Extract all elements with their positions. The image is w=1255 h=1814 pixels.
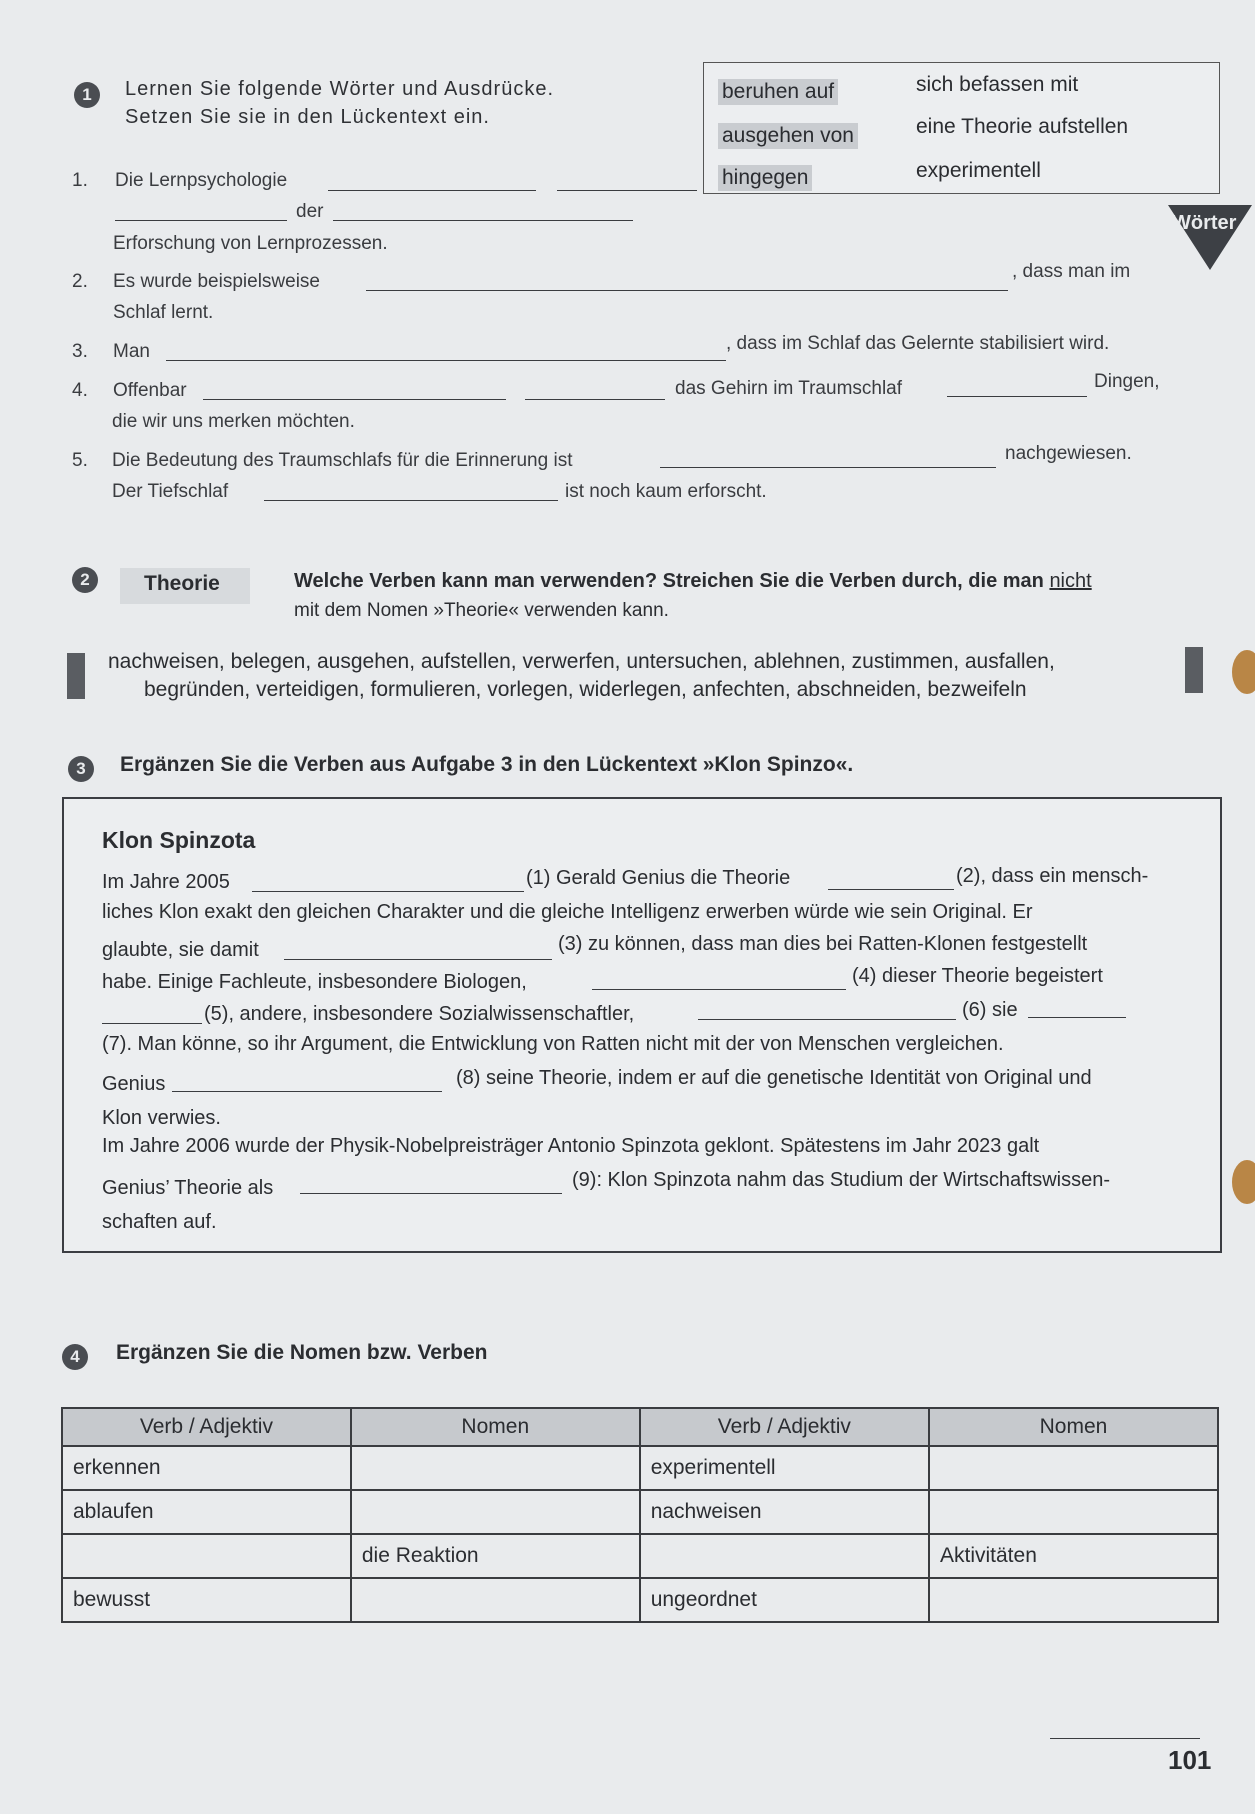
word-experimentell: experimentell [916, 159, 1041, 182]
klon-line7-a: Genius [102, 1073, 166, 1095]
klon-line1-b: (1) Gerald Genius die Theorie [526, 867, 791, 889]
exercise2-question-emphasis: nicht [1049, 570, 1092, 592]
exercise-number-1: 1 [74, 82, 100, 108]
table-cell-empty[interactable] [351, 1446, 640, 1490]
table-cell-empty[interactable] [62, 1534, 351, 1578]
table-header-row [62, 1408, 1218, 1446]
exercise1-instruction-line2: Setzen Sie sie in den Lückentext ein. [125, 106, 490, 128]
exercise-number-4: 4 [62, 1344, 88, 1370]
sentence1-blank-2[interactable] [557, 190, 697, 191]
klon-spinzota-textbox [62, 797, 1222, 1253]
sentence1-number: 1. [72, 170, 88, 191]
sentence1-blank-3[interactable] [115, 220, 287, 221]
sentence4-blank-3[interactable] [947, 396, 1087, 397]
sentence5-text-c: Der Tiefschlaf [112, 481, 229, 502]
table-cell: Aktivitäten [929, 1534, 1218, 1578]
sentence5-number: 5. [72, 450, 88, 471]
verb-list-right-marker [1185, 647, 1203, 693]
theory-tag: Theorie [144, 572, 220, 595]
table-cell-empty[interactable] [929, 1490, 1218, 1534]
sentence4-blank-1[interactable] [203, 399, 506, 400]
klon-line10-b: (9): Klon Spinzota nahm das Studium der Wirtschaftswissen- [572, 1169, 1110, 1191]
sentence2-text-b: , dass man im [1012, 261, 1131, 282]
sentence4-text-d: die wir uns merken möchten. [112, 411, 355, 432]
sentence2-number: 2. [72, 271, 88, 292]
exercise2-question-text: Welche Verben kann man verwenden? Streichen Sie die Verben durch, die man [294, 570, 1044, 592]
sentence4-blank-2[interactable] [525, 399, 665, 400]
klon-line8: Klon verwies. [102, 1107, 221, 1129]
sentence4-text-c: Dingen, [1094, 371, 1160, 392]
klon-line10-a: Genius’ Theorie als [102, 1177, 274, 1199]
sentence1-blank-4[interactable] [333, 220, 633, 221]
sentence5-text-a: Die Bedeutung des Traumschlafs für die Erinnerung ist [112, 450, 573, 471]
table-cell: experimentell [640, 1446, 929, 1490]
klon-line1-c: (2), dass ein mensch- [956, 865, 1149, 887]
klon-line11: schaften auf. [102, 1211, 217, 1233]
table-cell-empty[interactable] [640, 1534, 929, 1578]
sentence4-text-b: das Gehirn im Traumschlaf [675, 378, 903, 399]
sentence5-blank-1[interactable] [660, 467, 996, 468]
sentence1-text-a: Die Lernpsychologie [115, 170, 288, 191]
klon-blank-5[interactable] [102, 1023, 202, 1024]
sentence1-blank-1[interactable] [328, 190, 536, 191]
klon-blank-2[interactable] [828, 889, 954, 890]
exercise2-question-line2: mit dem Nomen »Theorie« verwenden kann. [294, 600, 669, 621]
exercise3-instruction: Ergänzen Sie die Verben aus Aufgabe 3 in den Lückentext »Klon Spinzo«. [120, 753, 854, 776]
verb-list-left-marker [67, 653, 85, 699]
table-row [62, 1578, 1218, 1622]
table-cell: erkennen [62, 1446, 351, 1490]
binder-hole-top [1232, 650, 1255, 694]
exercise4-instruction: Ergänzen Sie die Nomen bzw. Verben [116, 1341, 488, 1364]
sentence4-number: 4. [72, 380, 88, 401]
klon-line6: (7). Man könne, so ihr Argument, die Entwicklung von Ratten nicht mit der von Menschen vergleichen. [102, 1033, 1004, 1055]
sentence1-text-b: der [296, 201, 324, 222]
page-number-rule [1050, 1738, 1200, 1739]
klon-line5-a: (5), andere, insbesondere Sozialwissenschaftler, [204, 1003, 635, 1025]
sentence3-text-a: Man [113, 341, 150, 362]
binder-hole-bottom [1232, 1160, 1255, 1204]
header-nomen-2: Nomen [929, 1408, 1218, 1446]
klon-line3-b: (3) zu können, dass man dies bei Ratten-Klonen festgestellt [558, 933, 1088, 955]
section-tab-label: Wörter [1172, 212, 1237, 234]
noun-verb-table [61, 1407, 1219, 1623]
page-number: 101 [1168, 1745, 1212, 1775]
word-hingegen: hingegen [718, 165, 812, 191]
word-eine-theorie-aufstellen: eine Theorie aufstellen [916, 115, 1129, 138]
table-cell: bewusst [62, 1578, 351, 1622]
header-verb-adjektiv-1: Verb / Adjektiv [62, 1408, 351, 1446]
klon-blank-1[interactable] [252, 891, 524, 892]
klon-line4-a: habe. Einige Fachleute, insbesondere Biologen, [102, 971, 527, 993]
verb-list-line1: nachweisen, belegen, ausgehen, aufstellen, verwerfen, untersuchen, ablehnen, zustimmen, ausfallen, [108, 650, 1055, 673]
sentence5-blank-2[interactable] [264, 500, 558, 501]
word-box [703, 62, 1220, 194]
sentence2-text-a: Es wurde beispielsweise [113, 271, 320, 292]
exercise2-question [294, 570, 1092, 593]
klon-line3-a: glaubte, sie damit [102, 939, 259, 961]
sentence4-text-a: Offenbar [113, 380, 187, 401]
table-cell: die Reaktion [351, 1534, 640, 1578]
klon-line9: Im Jahre 2006 wurde der Physik-Nobelpreisträger Antonio Spinzota geklont. Spätestens im Jahr 2023 galt [102, 1135, 1040, 1157]
klon-line4-b: (4) dieser Theorie begeistert [852, 965, 1103, 987]
table-row [62, 1490, 1218, 1534]
table-row [62, 1446, 1218, 1490]
exercise-number-2: 2 [72, 567, 98, 593]
table-cell: nachweisen [640, 1490, 929, 1534]
sentence3-blank[interactable] [166, 360, 726, 361]
exercise1-instruction-line1: Lernen Sie folgende Wörter und Ausdrücke. [125, 78, 555, 100]
table-cell-empty[interactable] [929, 1446, 1218, 1490]
word-beruhen-auf: beruhen auf [718, 79, 838, 105]
sentence5-text-b: nachgewiesen. [1005, 443, 1132, 464]
exercise-number-3: 3 [68, 756, 94, 782]
table-cell: ablaufen [62, 1490, 351, 1534]
klon-blank-6[interactable] [698, 1019, 956, 1020]
klon-blank-7[interactable] [1028, 1017, 1126, 1018]
sentence1-text-c: Erforschung von Lernprozessen. [113, 233, 388, 254]
klon-blank-9[interactable] [300, 1193, 562, 1194]
klon-line1-a: Im Jahre 2005 [102, 871, 230, 893]
klon-line7-b: (8) seine Theorie, indem er auf die genetische Identität von Original und [456, 1067, 1092, 1089]
klon-blank-3[interactable] [284, 959, 552, 960]
table-cell-empty[interactable] [351, 1490, 640, 1534]
word-sich-befassen-mit: sich befassen mit [916, 73, 1079, 96]
klon-title: Klon Spinzota [102, 827, 256, 853]
sentence2-text-c: Schlaf lernt. [113, 302, 214, 323]
header-nomen-1: Nomen [351, 1408, 640, 1446]
table-cell-empty[interactable] [929, 1578, 1218, 1622]
header-verb-adjektiv-2: Verb / Adjektiv [640, 1408, 929, 1446]
table-cell-empty[interactable] [351, 1578, 640, 1622]
sentence3-number: 3. [72, 341, 88, 362]
sentence5-text-d: ist noch kaum erforscht. [565, 481, 767, 502]
klon-line5-b: (6) sie [962, 999, 1018, 1021]
klon-blank-8[interactable] [172, 1091, 442, 1092]
sentence2-blank[interactable] [366, 290, 1008, 291]
sentence3-text-b: , dass im Schlaf das Gelernte stabilisiert wird. [726, 333, 1110, 354]
table-row [62, 1534, 1218, 1578]
klon-line2: liches Klon exakt den gleichen Charakter und die gleiche Intelligenz erwerben würde wie sein Original. Er [102, 901, 1033, 923]
verb-list-line2: begründen, verteidigen, formulieren, vorlegen, widerlegen, anfechten, abschneiden, bezweifeln [144, 678, 1027, 701]
klon-blank-4[interactable] [592, 989, 846, 990]
table-cell: ungeordnet [640, 1578, 929, 1622]
word-ausgehen-von: ausgehen von [718, 123, 858, 149]
